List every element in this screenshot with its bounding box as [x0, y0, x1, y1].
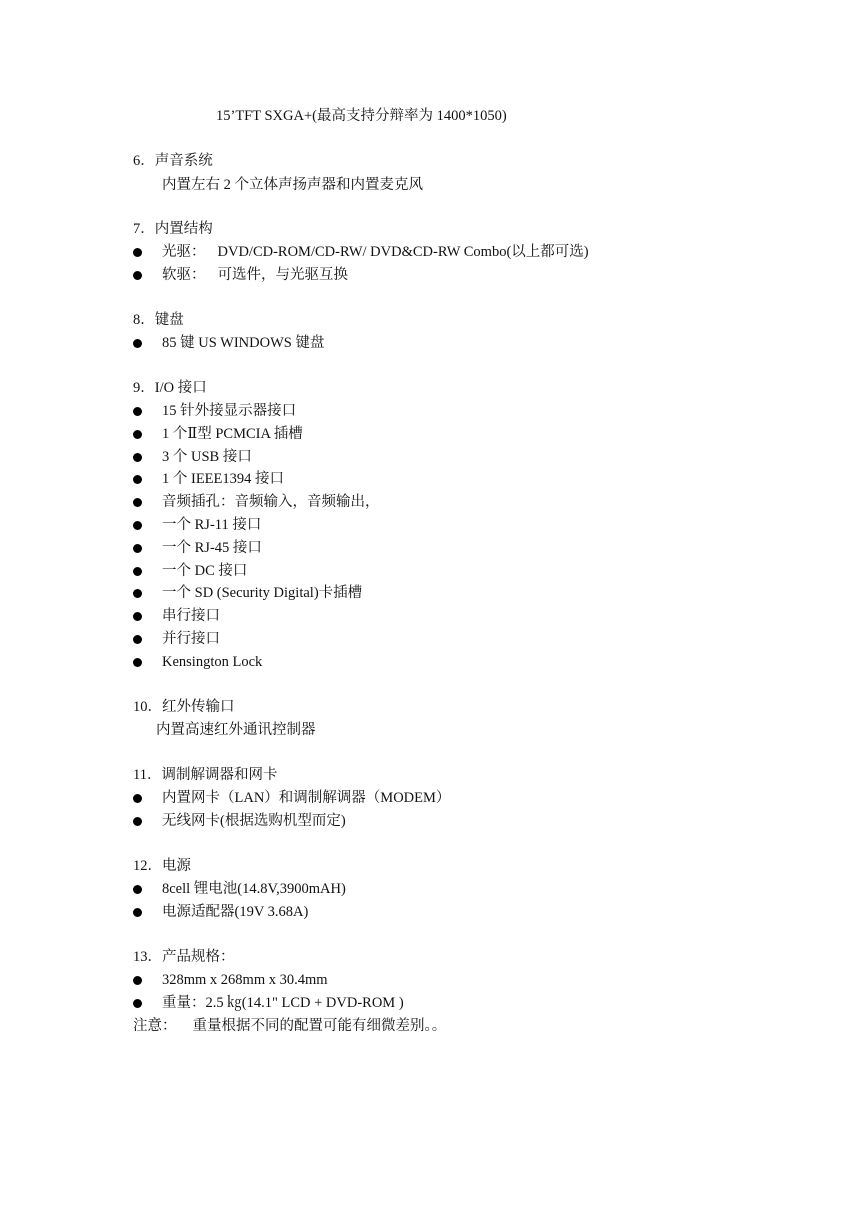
note-label: 注意：: [133, 1018, 177, 1034]
list-item: [0, 561, 868, 581]
section-heading-specs: 13．产品规格：: [133, 949, 235, 965]
structure-optical-value: DVD/CD-ROM/CD-RW/ DVD&CD-RW Combo(以上都可选): [217, 244, 589, 260]
specs-item: 重量：2.5 ㎏(14.1" LCD + DVD-ROM ): [162, 995, 404, 1011]
section-heading-audio: 6．声音系统: [133, 153, 213, 169]
bullet-icon: [133, 544, 142, 553]
list-item: [0, 242, 868, 262]
note-line: [133, 1016, 446, 1036]
bullet-icon: [133, 658, 142, 667]
bullet-icon: [133, 453, 142, 462]
list-item: [0, 265, 868, 285]
keyboard-item: 85 键 US WINDOWS 键盘: [162, 335, 325, 351]
io-item: 一个 DC 接口: [162, 563, 248, 579]
list-item: [0, 401, 868, 421]
section-heading-io: 9．I/O 接口: [133, 380, 207, 396]
io-item: 一个 RJ-11 接口: [162, 517, 262, 533]
note-text: 重量根据不同的配置可能有细微差别。。: [192, 1018, 447, 1034]
list-item: [0, 652, 868, 672]
io-item: 一个 RJ-45 接口: [162, 540, 262, 556]
bullet-icon: [133, 999, 142, 1008]
power-item: 电源适配器(19V 3.68A): [162, 904, 309, 920]
list-item: [0, 629, 868, 649]
structure-floppy-value: 可选件，与光驱互换: [217, 267, 348, 283]
section-heading-structure: 7．内置结构: [133, 221, 213, 237]
bullet-icon: [133, 589, 142, 598]
bullet-icon: [133, 407, 142, 416]
bullet-icon: [133, 521, 142, 530]
io-item: 15 针外接显示器接口: [162, 403, 297, 419]
bullet-icon: [133, 817, 142, 826]
network-item: 内置网卡（LAN）和调制解调器（MODEM）: [162, 790, 451, 806]
list-item: [0, 583, 868, 603]
bullet-icon: [133, 271, 142, 280]
bullet-icon: [133, 567, 142, 576]
infrared-description: 内置高速红外通讯控制器: [156, 722, 316, 738]
list-item: [0, 811, 868, 831]
list-item: [0, 606, 868, 626]
section-heading-power: 12．电源: [133, 858, 191, 874]
resolution-line: 15’TFT SXGA+(最高支持分辩率为 1400*1050): [216, 108, 507, 124]
list-item: [0, 902, 868, 922]
section-heading-infrared: 10．红外传输口: [133, 699, 235, 715]
list-item: [0, 515, 868, 535]
list-item: [0, 879, 868, 899]
bullet-icon: [133, 475, 142, 484]
io-item: 3 个 USB 接口: [162, 449, 252, 465]
section-heading-network: 11．调制解调器和网卡: [133, 767, 278, 783]
bullet-icon: [133, 976, 142, 985]
io-item: 1 个Ⅱ型 PCMCIA 插槽: [162, 426, 303, 442]
network-item: 无线网卡(根据选购机型而定): [162, 813, 346, 829]
power-item: 8cell 锂电池(14.8V,3900mAH): [162, 881, 346, 897]
bullet-icon: [133, 635, 142, 644]
io-item: 并行接口: [162, 631, 220, 647]
audio-description: 内置左右 2 个立体声扬声器和内置麦克风: [162, 177, 423, 193]
structure-floppy-label: 软驱：: [162, 267, 206, 283]
list-item: [0, 970, 868, 990]
bullet-icon: [133, 908, 142, 917]
io-item: Kensington Lock: [162, 654, 263, 670]
list-item: [0, 788, 868, 808]
section-heading-keyboard: 8．键盘: [133, 312, 184, 328]
bullet-icon: [133, 339, 142, 348]
list-item: [0, 492, 868, 512]
io-item: 1 个 IEEE1394 接口: [162, 471, 285, 487]
io-item: 音频插孔：音频输入，音频输出，: [162, 494, 380, 510]
list-item: [0, 447, 868, 467]
list-item: [0, 424, 868, 444]
io-item: 一个 SD (Security Digital)卡插槽: [162, 585, 363, 601]
io-item: 串行接口: [162, 608, 220, 624]
bullet-icon: [133, 430, 142, 439]
structure-optical-label: 光驱：: [162, 244, 206, 260]
list-item: [0, 333, 868, 353]
list-item: [0, 469, 868, 489]
bullet-icon: [133, 794, 142, 803]
list-item: [0, 538, 868, 558]
bullet-icon: [133, 248, 142, 257]
bullet-icon: [133, 885, 142, 894]
specs-item: 328mm x 268mm x 30.4mm: [162, 972, 328, 988]
bullet-icon: [133, 498, 142, 507]
list-item: [0, 993, 868, 1013]
bullet-icon: [133, 612, 142, 621]
